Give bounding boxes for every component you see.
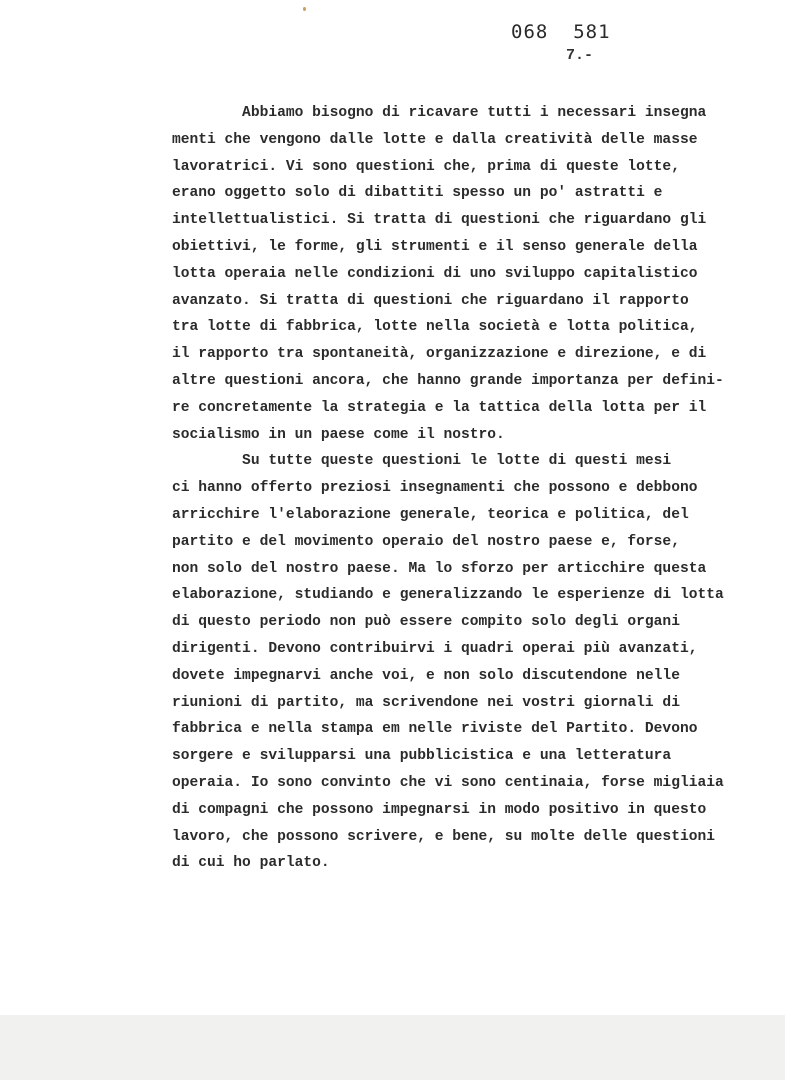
text-line: arricchire l'elaborazione generale, teorica e politica, del	[172, 506, 689, 523]
text-line: lavoro, che possono scrivere, e bene, su molte delle questioni	[172, 828, 715, 845]
text-line: ci hanno offerto preziosi insegnamenti che possono e debbono	[172, 480, 698, 497]
text-line: il rapporto tra spontaneità, organizzazione e direzione, e di	[172, 346, 707, 363]
text-line: elaborazione, studiando e generalizzando le esperienze di lotta	[172, 587, 724, 604]
text-line: re concretamente la strategia e la tattica della lotta per il	[172, 399, 707, 416]
text-line: erano oggetto solo di dibattiti spesso un po' astratti e	[172, 185, 663, 202]
paper-speck	[303, 7, 306, 11]
text-line: avanzato. Si tratta di questioni che riguardano il rapporto	[172, 292, 689, 309]
text-line: altre questioni ancora, che hanno grande importanza per defini-	[172, 372, 724, 389]
text-line: dirigenti. Devono contribuirvi i quadri operai più avanzati,	[172, 640, 698, 657]
text-line: di compagni che possono impegnarsi in modo positivo in questo	[172, 801, 707, 818]
text-line: sorgere e svilupparsi una pubblicistica e una letteratura	[172, 748, 672, 765]
text-line: menti che vengono dalle lotte e dalla creatività delle masse	[172, 131, 698, 148]
document-number: 068 581	[511, 21, 611, 43]
text-line: tra lotte di fabbrica, lotte nella società e lotta politica,	[172, 319, 698, 336]
text-line: non solo del nostro paese. Ma lo sforzo per articchire questa	[172, 560, 707, 577]
text-line: obiettivi, le forme, gli strumenti e il senso generale della	[172, 238, 698, 255]
text-line: intellettualistici. Si tratta di questioni che riguardano gli	[172, 212, 707, 229]
text-line: partito e del movimento operaio del nostro paese e, forse,	[172, 533, 680, 550]
scan-background	[0, 1015, 785, 1080]
text-line: di cui ho parlato.	[172, 855, 330, 872]
text-line: fabbrica e nella stampa em nelle riviste del Partito. Devono	[172, 721, 698, 738]
text-line: riunioni di partito, ma scrivendone nei vostri giornali di	[172, 694, 680, 711]
body-text	[172, 100, 764, 877]
text-line: operaia. Io sono convinto che vi sono centinaia, forse migliaia	[172, 774, 724, 791]
text-line: Su tutte queste questioni le lotte di questi mesi	[172, 453, 672, 470]
paragraph-1	[172, 100, 764, 448]
text-line: Abbiamo bisogno di ricavare tutti i necessari insegna	[172, 105, 707, 121]
page-number: 7.-	[566, 47, 594, 64]
text-line: socialismo in un paese come il nostro.	[172, 426, 505, 443]
text-line: lavoratrici. Vi sono questioni che, prima di queste lotte,	[172, 158, 680, 175]
text-line: dovete impegnarvi anche voi, e non solo discutendone nelle	[172, 667, 680, 684]
text-line: lotta operaia nelle condizioni di uno sviluppo capitalistico	[172, 265, 698, 282]
text-line: di questo periodo non può essere compito solo degli organi	[172, 614, 680, 631]
paragraph-2	[172, 448, 764, 877]
